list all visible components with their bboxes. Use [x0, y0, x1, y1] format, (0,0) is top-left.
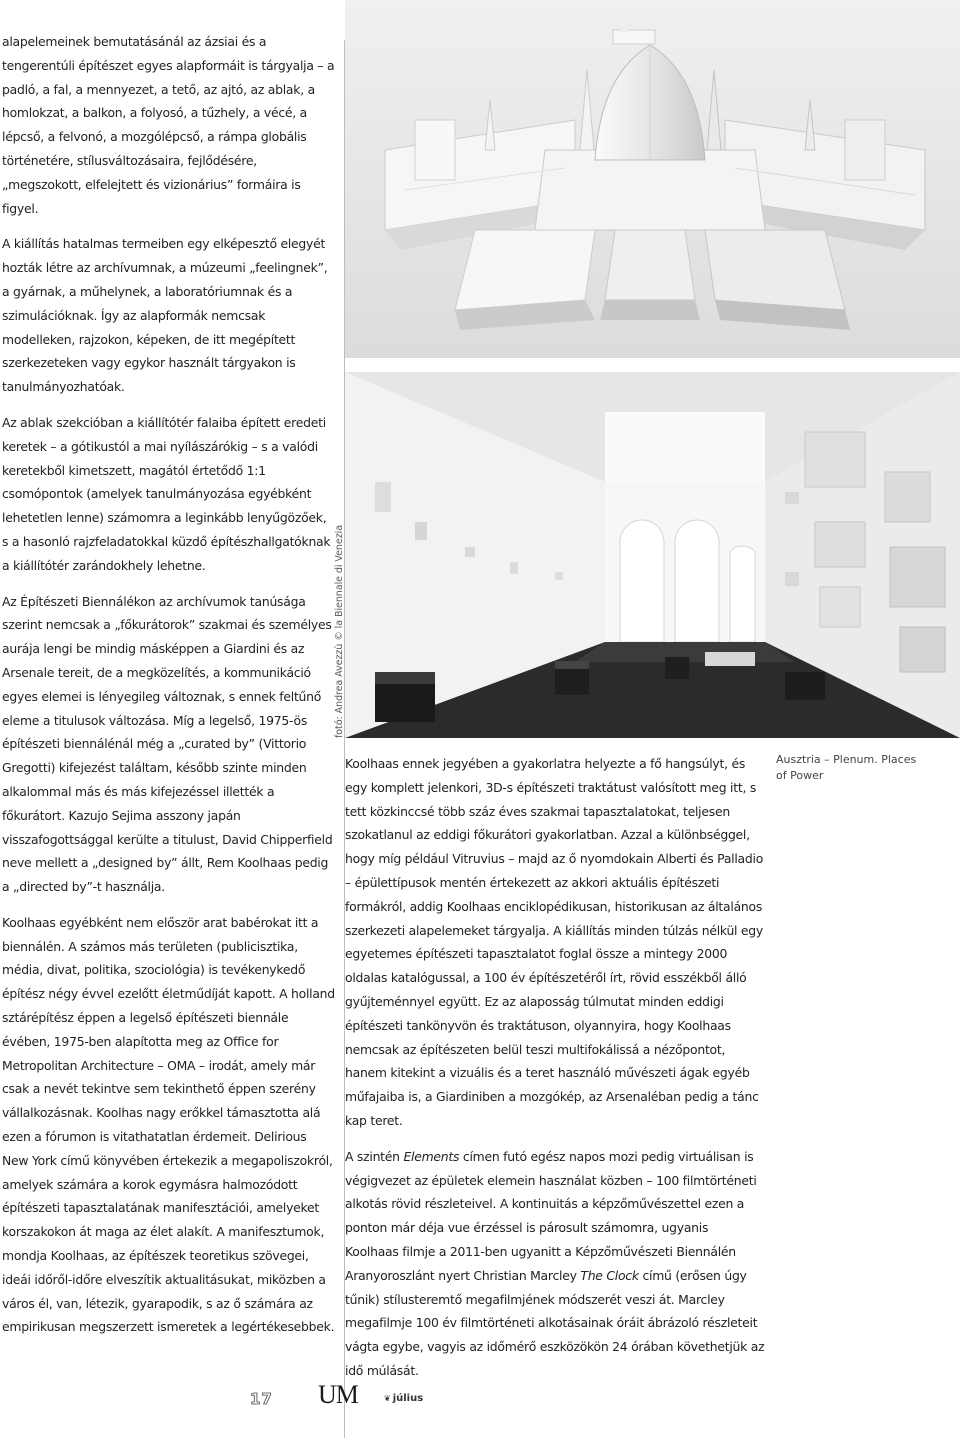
paragraph: alapelemeinek bemutatásánál az ázsiai és a tengerentúli építészet egyes alapformáit is tárgyalja – a padló, a fal, a mennyezet, a tető, az ajtó, az ablak, a homlokzat, a balkon, a folyosó, a tűzhely, a vécé, a lépcső, a felvonó, a mozgólépcső, a rámpa globális történetére, stílusváltozásaira, fejlődésére, „megszokott, elfelejtett és vizionárius” formáira is figyel.: [2, 34, 335, 216]
issue-month: [384, 1393, 423, 1404]
photo-architectural-model: [345, 0, 960, 358]
magazine-logo: UM: [318, 1380, 358, 1409]
page-number: 17: [250, 1390, 273, 1408]
italic-title-elements: Elements: [403, 1148, 460, 1164]
paragraph: Koolhaas ennek jegyében a gyakorlatra helyezte a fő hangsúlyt, és egy komplett jelenkori, 3D-s építészeti traktátust valósított meg itt, s tett közkinccsé több száz éves szakmai tapasztalatokat, teljesen szokatlanul az eddigi főkurátori gyakorlatban. Azzal a különbséggel, hogy míg például Vitruvius – majd az ő nyomdokain Alberti és Palladio – épülettípusok mentén értekezett az akkori aktuális építészeti formákról, addig Koolhaas enciklopédikusan, historikusan az általános szerkezeti alapelemeket tárgyalja. A kiállítás minden túlzás nélkül egy egyetemes építészeti tapasztalatot foglal össze a mintegy 2000 oldalas katalógussal, a 100 év építészetéről írt, rövid esszékből álló gyűjteménnyel együtt. Ez az alaposság túlmutat minden eddigi építészeti tankönyvön és traktátuson, olyannyira, hogy Koolhaas nemcsak az építészeten belül teszi multifokálissá a nézőpontot, hanem kitekint a vizuális és a teret használó művészeti ágak egyéb műfajaiba is, a Giardiniben a mozgókép, az Arsenaléban pedig a tánc kap teret.: [345, 756, 764, 1128]
paragraph: [345, 1145, 765, 1383]
issue-month-label: július: [392, 1393, 424, 1404]
right-column: [345, 752, 765, 1395]
italic-title-the-clock: The Clock: [580, 1267, 639, 1283]
paragraph: Az Építészeti Biennálékon az archívumok tanúsága szerint nemcsak a „főkurátorok” szakmai és személyes aurája lengi be mindig másképpen a Giardini és az Arsenale tereit, de a megközelítés, a kommunikáció egyes elemei is lényegileg változnak, s ennek feltűnő eleme a titulusok változása. Míg a legelső, 1975-ös építészeti biennálénál még a „curated by” (Vittorio Gregotti) kifejezést találtam, később szinte minden alkalommal más és más kifejezéssel illették a főkurátort. Kazujo Sejima asszony japán visszafogottsággal kerülte a titulust, David Chipperfield neve mellett a „designed by” állt, Rem Koolhaas pedig a „directed by”-t használja.: [2, 593, 333, 895]
text-run: című (erősen úgy tűnik) stílusteremtő megafilmjének módszerét veszi át. Marcley megafilmje 100 év filmtörténeti alkotásainak óráit ábrázoló részleteit vágta egybe, vagyis az időmérő eszközökön 24 órában követhetjük az idő múlását.: [345, 1267, 765, 1378]
photo-caption: Ausztria – Plenum. Places of Power: [776, 753, 917, 782]
text-run: címen futó egész napos mozi pedig virtuálisan is végigvezet az épületek elemein használat közben – 100 filmtörténeti alkotás rövid részleteivel. A kontinuitás a képzőművészettel ezen a ponton már déja vue érzéssel is párosult számomra, ugyanis Koolhaas filmje a 2011-ben ugyanitt a Képzőművészeti Biennálén Aranyoroszlánt nyert Christian Marcley: [345, 1148, 757, 1283]
paragraph: Az ablak szekcióban a kiállítótér falaiba épített eredeti keretek – a gótikustól a mai nyílászárókig – s a valódi keretekből kimetszett, magától értetődő 1:1 csomópontok (amelyek tanulmányozása egyébként lehetetlen lenne) számomra a leginkább lenyűgözőek, s a hasonló rajzfeladatokkal küzdő építészhallgatóknak a kiállítótér zarándokhely lehetne.: [2, 414, 331, 573]
paragraph: A kiállítás hatalmas termeiben egy elképesztő elegyét hozták létre az archívumnak, a múzeumi „feelingnek”, a gyárnak, a műhelynek, a laboratóriumnak és a szimulációknak. Így az alapformák nemcsak modelleken, rajzokon, képeken, de itt megépített szerkezeteken vagy egykor használt tárgyakon is tanulmányozhatóak.: [2, 236, 328, 395]
paragraph: Koolhaas egyébként nem először arat babérokat itt a biennálén. A számos más területen (publicisztika, média, divat, politika, szociológia) is tevékenykedő építész négy évvel ezelőtt életműdíját kapott. A holland sztárépítész éppen a legelső építészeti biennále évében, 1975-ben alapította meg az Office for Metropolitan Architecture – OMA – irodát, amely már csak a nevét tekintve sem tekinthető éppen szerény vállalkozásnak. Koolhas nagy erőkkel támasztotta alá ezen a fórumon is vitathatatlan érdemeit. Delirious New York című könyvében értekezik a megapoliszokról, amelyek számára a korok egymásra halmozódott építészeti tapasztalatának manifesztációi, amelyeket korszakokon át maga az élet alakít. A manifesztumok, mondja Koolhaas, az építészek teoretikus szövegei, ideái időről-időre elveszítik aktualitásukat, miközben a város él, van, létezik, gyarapodik, s az ő számára az empirikusan megszerzett ismeretek a legértékesebbek.: [2, 914, 335, 1335]
photo-credit: fotó: Andrea Avezzù © la Biennale di Venezia: [334, 525, 345, 738]
text-run: A szintén: [345, 1148, 404, 1164]
fleuron-icon: ❦: [384, 1394, 391, 1403]
left-column: [2, 30, 336, 1351]
photo-exhibition-room: [345, 372, 960, 738]
